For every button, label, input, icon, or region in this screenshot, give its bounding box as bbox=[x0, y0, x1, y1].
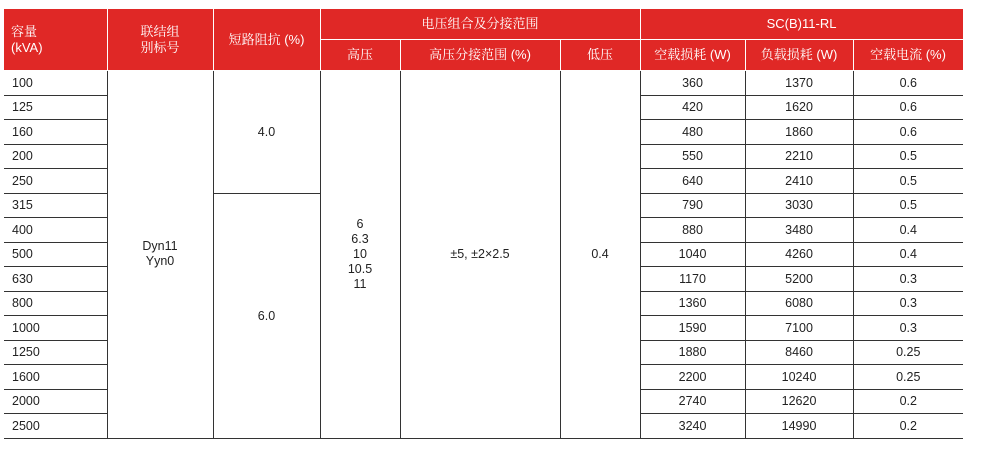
no-load-current-cell: 0.4 bbox=[853, 218, 963, 243]
no-load-current-cell: 0.25 bbox=[853, 340, 963, 365]
header-high-voltage: 高压 bbox=[320, 40, 400, 71]
header-connection: 联结组 别标号 bbox=[107, 9, 213, 71]
header-impedance: 短路阻抗 (%) bbox=[213, 9, 320, 71]
no-load-loss-cell: 880 bbox=[640, 218, 745, 243]
no-load-current-cell: 0.3 bbox=[853, 316, 963, 341]
no-load-current-cell: 0.5 bbox=[853, 169, 963, 194]
header-capacity: 容量 (kVA) bbox=[4, 9, 107, 71]
no-load-loss-cell: 1040 bbox=[640, 242, 745, 267]
header-no-load-current: 空载电流 (%) bbox=[853, 40, 963, 71]
capacity-cell: 125 bbox=[4, 95, 107, 120]
header-series-group: SC(B)11-RL bbox=[640, 9, 963, 40]
load-loss-cell: 4260 bbox=[745, 242, 853, 267]
load-loss-cell: 2410 bbox=[745, 169, 853, 194]
header-load-loss: 负载损耗 (W) bbox=[745, 40, 853, 71]
capacity-cell: 250 bbox=[4, 169, 107, 194]
table-body bbox=[4, 71, 963, 439]
load-loss-cell: 6080 bbox=[745, 291, 853, 316]
no-load-current-cell: 0.3 bbox=[853, 291, 963, 316]
tap-range-cell: ±5, ±2×2.5 bbox=[400, 71, 560, 439]
load-loss-cell: 8460 bbox=[745, 340, 853, 365]
no-load-loss-cell: 420 bbox=[640, 95, 745, 120]
load-loss-cell: 5200 bbox=[745, 267, 853, 292]
capacity-cell: 160 bbox=[4, 120, 107, 145]
no-load-current-cell: 0.2 bbox=[853, 414, 963, 439]
no-load-loss-cell: 640 bbox=[640, 169, 745, 194]
capacity-cell: 1250 bbox=[4, 340, 107, 365]
no-load-loss-cell: 1360 bbox=[640, 291, 745, 316]
transformer-spec-table bbox=[4, 9, 964, 439]
load-loss-cell: 1370 bbox=[745, 71, 853, 96]
header-no-load-loss: 空载损耗 (W) bbox=[640, 40, 745, 71]
header-tap-range: 高压分接范围 (%) bbox=[400, 40, 560, 71]
table-row bbox=[4, 71, 963, 96]
no-load-loss-cell: 360 bbox=[640, 71, 745, 96]
load-loss-cell: 3480 bbox=[745, 218, 853, 243]
header-row-1 bbox=[4, 9, 963, 40]
header-low-voltage: 低压 bbox=[560, 40, 640, 71]
no-load-loss-cell: 1590 bbox=[640, 316, 745, 341]
load-loss-cell: 1620 bbox=[745, 95, 853, 120]
no-load-current-cell: 0.5 bbox=[853, 193, 963, 218]
no-load-current-cell: 0.6 bbox=[853, 71, 963, 96]
capacity-cell: 500 bbox=[4, 242, 107, 267]
no-load-current-cell: 0.6 bbox=[853, 95, 963, 120]
capacity-cell: 400 bbox=[4, 218, 107, 243]
capacity-cell: 100 bbox=[4, 71, 107, 96]
no-load-current-cell: 0.3 bbox=[853, 267, 963, 292]
no-load-loss-cell: 3240 bbox=[640, 414, 745, 439]
capacity-cell: 2000 bbox=[4, 389, 107, 414]
no-load-current-cell: 0.6 bbox=[853, 120, 963, 145]
no-load-current-cell: 0.2 bbox=[853, 389, 963, 414]
capacity-cell: 200 bbox=[4, 144, 107, 169]
load-loss-cell: 1860 bbox=[745, 120, 853, 145]
no-load-loss-cell: 2740 bbox=[640, 389, 745, 414]
header-voltage-group: 电压组合及分接范围 bbox=[320, 9, 640, 40]
no-load-loss-cell: 1170 bbox=[640, 267, 745, 292]
no-load-current-cell: 0.5 bbox=[853, 144, 963, 169]
no-load-loss-cell: 480 bbox=[640, 120, 745, 145]
load-loss-cell: 2210 bbox=[745, 144, 853, 169]
load-loss-cell: 14990 bbox=[745, 414, 853, 439]
no-load-loss-cell: 550 bbox=[640, 144, 745, 169]
capacity-cell: 315 bbox=[4, 193, 107, 218]
load-loss-cell: 10240 bbox=[745, 365, 853, 390]
capacity-cell: 800 bbox=[4, 291, 107, 316]
high-voltage-cell: 6 6.3 10 10.5 11 bbox=[320, 71, 400, 439]
impedance-cell-low: 4.0 bbox=[213, 71, 320, 194]
capacity-cell: 1600 bbox=[4, 365, 107, 390]
connection-cell: Dyn11 Yyn0 bbox=[107, 71, 213, 439]
load-loss-cell: 3030 bbox=[745, 193, 853, 218]
capacity-cell: 2500 bbox=[4, 414, 107, 439]
no-load-current-cell: 0.4 bbox=[853, 242, 963, 267]
load-loss-cell: 7100 bbox=[745, 316, 853, 341]
low-voltage-cell: 0.4 bbox=[560, 71, 640, 439]
no-load-loss-cell: 1880 bbox=[640, 340, 745, 365]
capacity-cell: 630 bbox=[4, 267, 107, 292]
impedance-cell-high: 6.0 bbox=[213, 193, 320, 438]
no-load-loss-cell: 790 bbox=[640, 193, 745, 218]
no-load-loss-cell: 2200 bbox=[640, 365, 745, 390]
no-load-current-cell: 0.25 bbox=[853, 365, 963, 390]
load-loss-cell: 12620 bbox=[745, 389, 853, 414]
capacity-cell: 1000 bbox=[4, 316, 107, 341]
